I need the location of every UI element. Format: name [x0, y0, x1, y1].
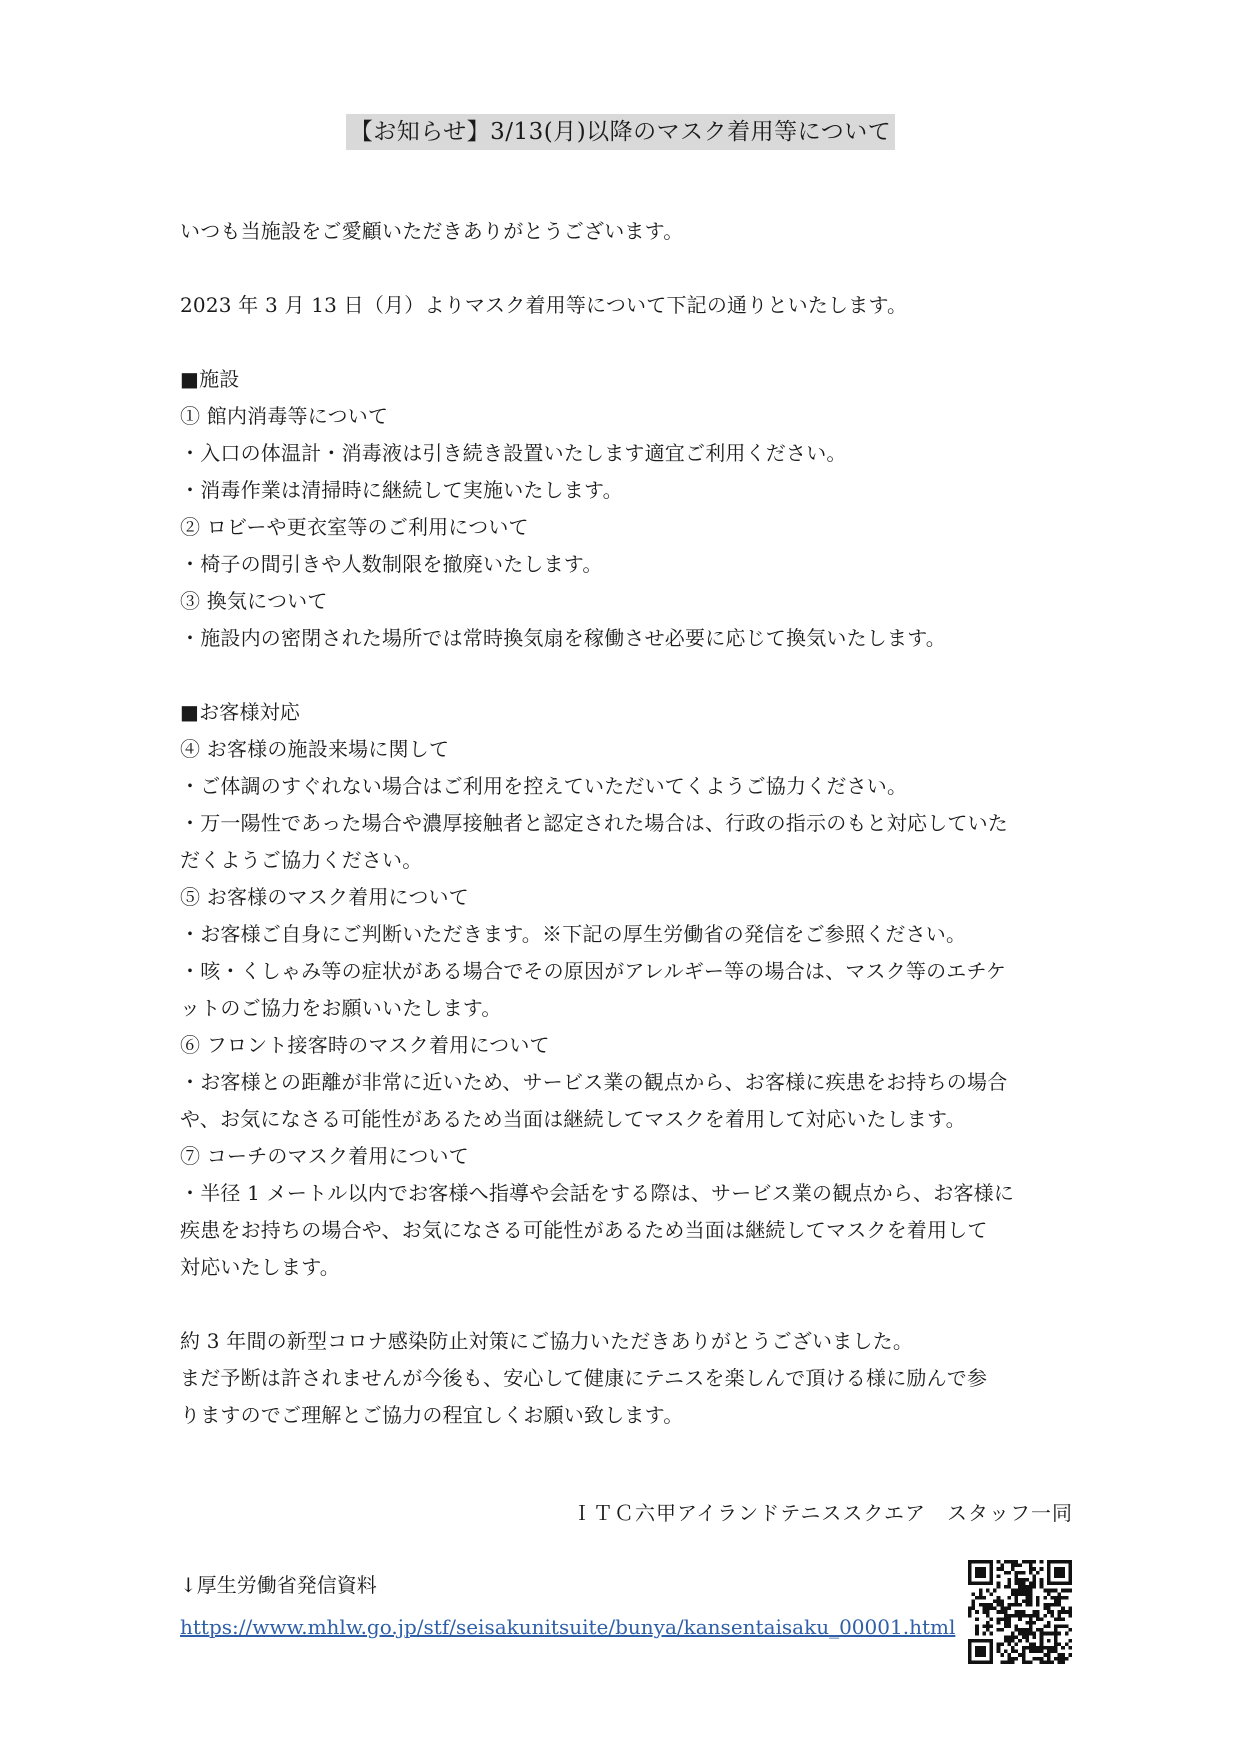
notice-title: 【お知らせ】3/13(月)以降のマスク着用等について — [346, 114, 895, 150]
body-line: ⑥ フロント接客時のマスク着用について — [180, 1033, 550, 1057]
body-line: ・咳・くしゃみ等の症状がある場合でその原因がアレルギー等の場合は、マスク等のエチケ — [180, 959, 1007, 983]
body-line: ⑤ お客様のマスク着用について — [180, 885, 469, 909]
body-line: りますのでご理解とご協力の程宜しくお願い致します。 — [180, 1403, 684, 1427]
body-line: 疾患をお持ちの場合や、お気になさる可能性があるため当面は継続してマスクを着用して — [180, 1218, 988, 1242]
body-line: 約 3 年間の新型コロナ感染防止対策にご協力いただきありがとうございました。 — [180, 1329, 914, 1353]
body-line: ② ロビーや更衣室等のご利用について — [180, 515, 529, 539]
body-line: ■施設 — [180, 367, 240, 391]
body-line: や、お気になさる可能性があるため当面は継続してマスクを着用して対応いたします。 — [180, 1107, 966, 1131]
notice-body — [180, 213, 1080, 1434]
qr-code-icon — [968, 1560, 1072, 1664]
signature: ＩＴＣ六甲アイランドテニススクエア スタッフ一同 — [572, 1501, 1073, 1525]
body-line: ⑦ コーチのマスク着用について — [180, 1144, 469, 1168]
body-line: ④ お客様の施設来場に関して — [180, 737, 450, 761]
body-line: ■お客様対応 — [180, 700, 301, 724]
body-line: 対応いたします。 — [180, 1255, 340, 1279]
body-line: ③ 換気について — [180, 589, 328, 613]
blank-line — [180, 250, 1080, 287]
body-line: ・消毒作業は清掃時に継続して実施いたします。 — [180, 478, 623, 502]
title-wrap — [0, 114, 1241, 150]
reference-label: ↓厚生労働省発信資料 — [180, 1573, 377, 1597]
blank-line — [180, 657, 1080, 694]
blank-line — [180, 1286, 1080, 1323]
body-line: ① 館内消毒等について — [180, 404, 389, 428]
body-line: ・ご体調のすぐれない場合はご利用を控えていただいてくようご協力ください。 — [180, 774, 908, 798]
body-line: ・万一陽性であった場合や濃厚接触者と認定された場合は、行政の指示のもと対応していた — [180, 811, 1008, 835]
body-line: いつも当施設をご愛顧いただきありがとうございます。 — [180, 219, 684, 243]
reference-link[interactable]: https://www.mhlw.go.jp/stf/seisakunitsuite/bunya/kansentaisaku_00001.html — [180, 1615, 956, 1639]
body-line: だくようご協力ください。 — [180, 848, 423, 872]
body-line: まだ予断は許されませんが今後も、安心して健康にテニスを楽しんで頂ける様に励んで参 — [180, 1366, 988, 1390]
body-line: ・入口の体温計・消毒液は引き続き設置いたします適宜ご利用ください。 — [180, 441, 847, 465]
body-line: ・お客様ご自身にご判断いただきます。※下記の厚生労働省の発信をご参照ください。 — [180, 922, 967, 946]
body-line: ・お客様との距離が非常に近いため、サービス業の観点から、お客様に疾患をお持ちの場合 — [180, 1070, 1008, 1094]
body-line: ットのご協力をお願いいたします。 — [180, 996, 502, 1020]
body-line: ・椅子の間引きや人数制限を撤廃いたします。 — [180, 552, 603, 576]
blank-line — [180, 324, 1080, 361]
body-line: 2023 年 3 月 13 日（月）よりマスク着用等について下記の通りといたします。 — [180, 293, 908, 317]
body-line: ・半径 1 メートル以内でお客様へ指導や会話をする際は、サービス業の観点から、お客様に — [180, 1181, 1015, 1205]
body-line: ・施設内の密閉された場所では常時換気扇を稼働させ必要に応じて換気いたします。 — [180, 626, 946, 650]
